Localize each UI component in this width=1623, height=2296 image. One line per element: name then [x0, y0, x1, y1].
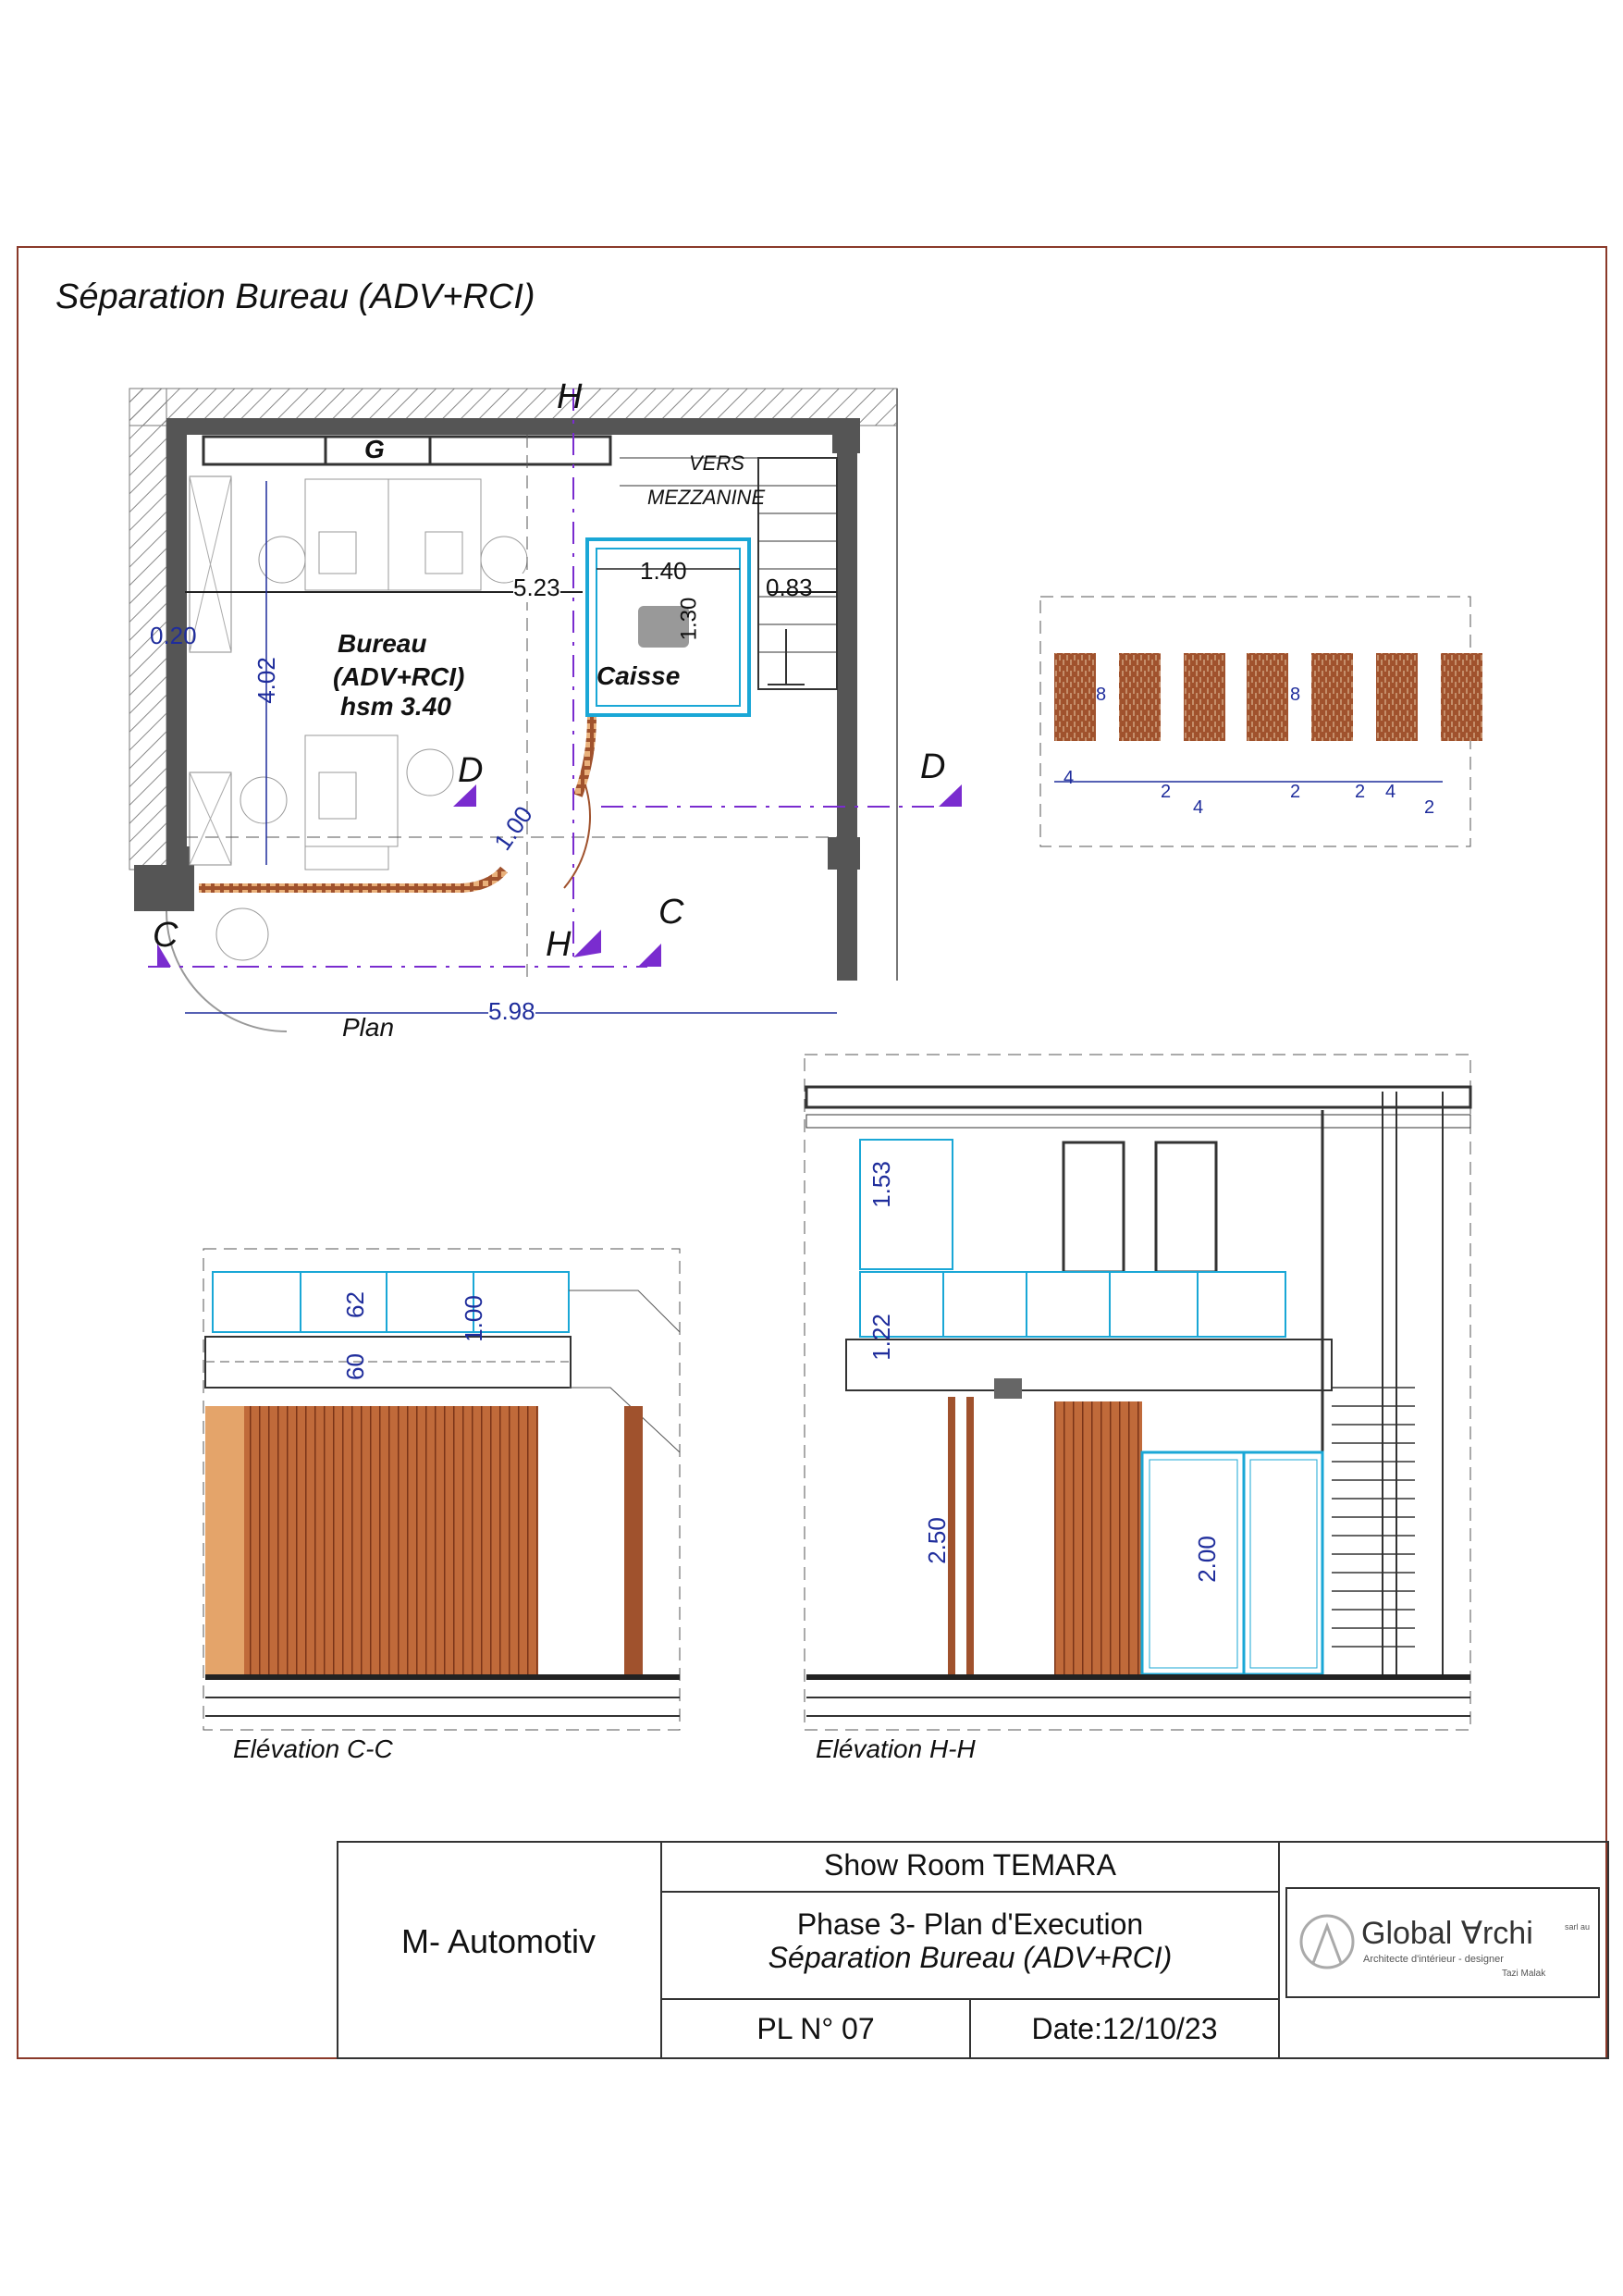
hh-glass-door [1142, 1452, 1322, 1674]
detail-dim-5: 8 [1290, 685, 1301, 705]
cc-slat-wall [244, 1406, 538, 1674]
logo-icon [1295, 1909, 1359, 1974]
hh-dim-250: 2.50 [922, 1517, 951, 1564]
logo-author: Tazi Malak [1502, 1969, 1546, 1979]
client-name: M- Automotiv [400, 1922, 596, 1960]
detail-dim-7: 2 [1355, 782, 1366, 802]
dimension-083: 0.83 [766, 574, 813, 601]
detail-dim-3: 2 [1161, 782, 1172, 802]
cc-dim-100: 1.00 [459, 1295, 487, 1342]
dimension-140: 1.40 [640, 557, 687, 585]
detail-dim-2: 8 [1096, 685, 1107, 705]
sheet-title: Séparation Bureau (ADV+RCI) [55, 278, 535, 316]
plan-label: Plan [342, 1013, 395, 1042]
elevation-hh-drawing [805, 1055, 1470, 1730]
section-mark-h-bottom: H [546, 925, 572, 964]
logo-name: Global ∀rchi [1361, 1916, 1533, 1951]
plan-number: PL N° 07 [756, 2012, 875, 2045]
dimension-130: 1.30 [676, 597, 702, 641]
detail-dim-6: 2 [1290, 782, 1301, 802]
dimension-402: 4.02 [252, 657, 280, 704]
hh-dim-122: 1.22 [867, 1314, 895, 1361]
elevation-hh-label: Elévation H-H [816, 1734, 976, 1763]
dimension-523: 5.23 [513, 574, 560, 601]
detail-dim-1: 4 [1064, 768, 1075, 788]
detail-dim-9: 2 [1424, 797, 1435, 818]
logo-tag: sarl au [1565, 1922, 1591, 1932]
section-mark-d-right: D [920, 747, 946, 786]
elevation-cc-drawing [203, 1249, 680, 1730]
room-height: hsm 3.40 [340, 692, 451, 721]
cash-desk-label: Caisse [596, 661, 681, 690]
logo-subtitle: Architecte d'intérieur - designer [1363, 1954, 1504, 1965]
dimension-020: 0.20 [150, 622, 197, 649]
cc-dim-62: 62 [340, 1291, 369, 1318]
project-name: Show Room TEMARA [824, 1848, 1116, 1882]
detail-dim-8: 4 [1385, 782, 1396, 802]
section-mark-c-left: C [153, 916, 178, 955]
dimension-100: 1.00 [488, 800, 538, 856]
curved-partition [199, 870, 504, 888]
room-name: Bureau [338, 629, 427, 658]
section-mark-h-top: H [557, 377, 583, 416]
stairs-label-2: MEZZANINE [647, 486, 766, 509]
elevation-cc-label: Elévation C-C [233, 1734, 393, 1763]
hh-slat-wall [1054, 1401, 1142, 1674]
hh-dim-200: 2.00 [1192, 1536, 1221, 1583]
detail-dim-4: 4 [1193, 797, 1204, 818]
shelf-label: G [364, 435, 385, 463]
logo-box [1285, 1887, 1600, 1998]
stairs-label-1: VERS [689, 451, 744, 475]
plan-date: Date:12/10/23 [1031, 2012, 1218, 2045]
dimension-598: 5.98 [488, 997, 535, 1025]
phase-name: Phase 3- Plan d'Execution [796, 1907, 1144, 1941]
slat-detail [1040, 597, 1482, 846]
drawing-subject: Séparation Bureau (ADV+RCI) [768, 1941, 1173, 1974]
room-subtitle: (ADV+RCI) [333, 662, 465, 691]
pillar [134, 865, 194, 911]
section-mark-d-left: D [458, 751, 484, 790]
hh-dim-153: 1.53 [867, 1161, 895, 1208]
cc-wood-panel [205, 1406, 244, 1674]
right-wall [837, 453, 857, 981]
top-wall [166, 418, 860, 435]
section-mark-c-right: C [658, 893, 684, 932]
cc-dim-60: 60 [340, 1353, 369, 1380]
